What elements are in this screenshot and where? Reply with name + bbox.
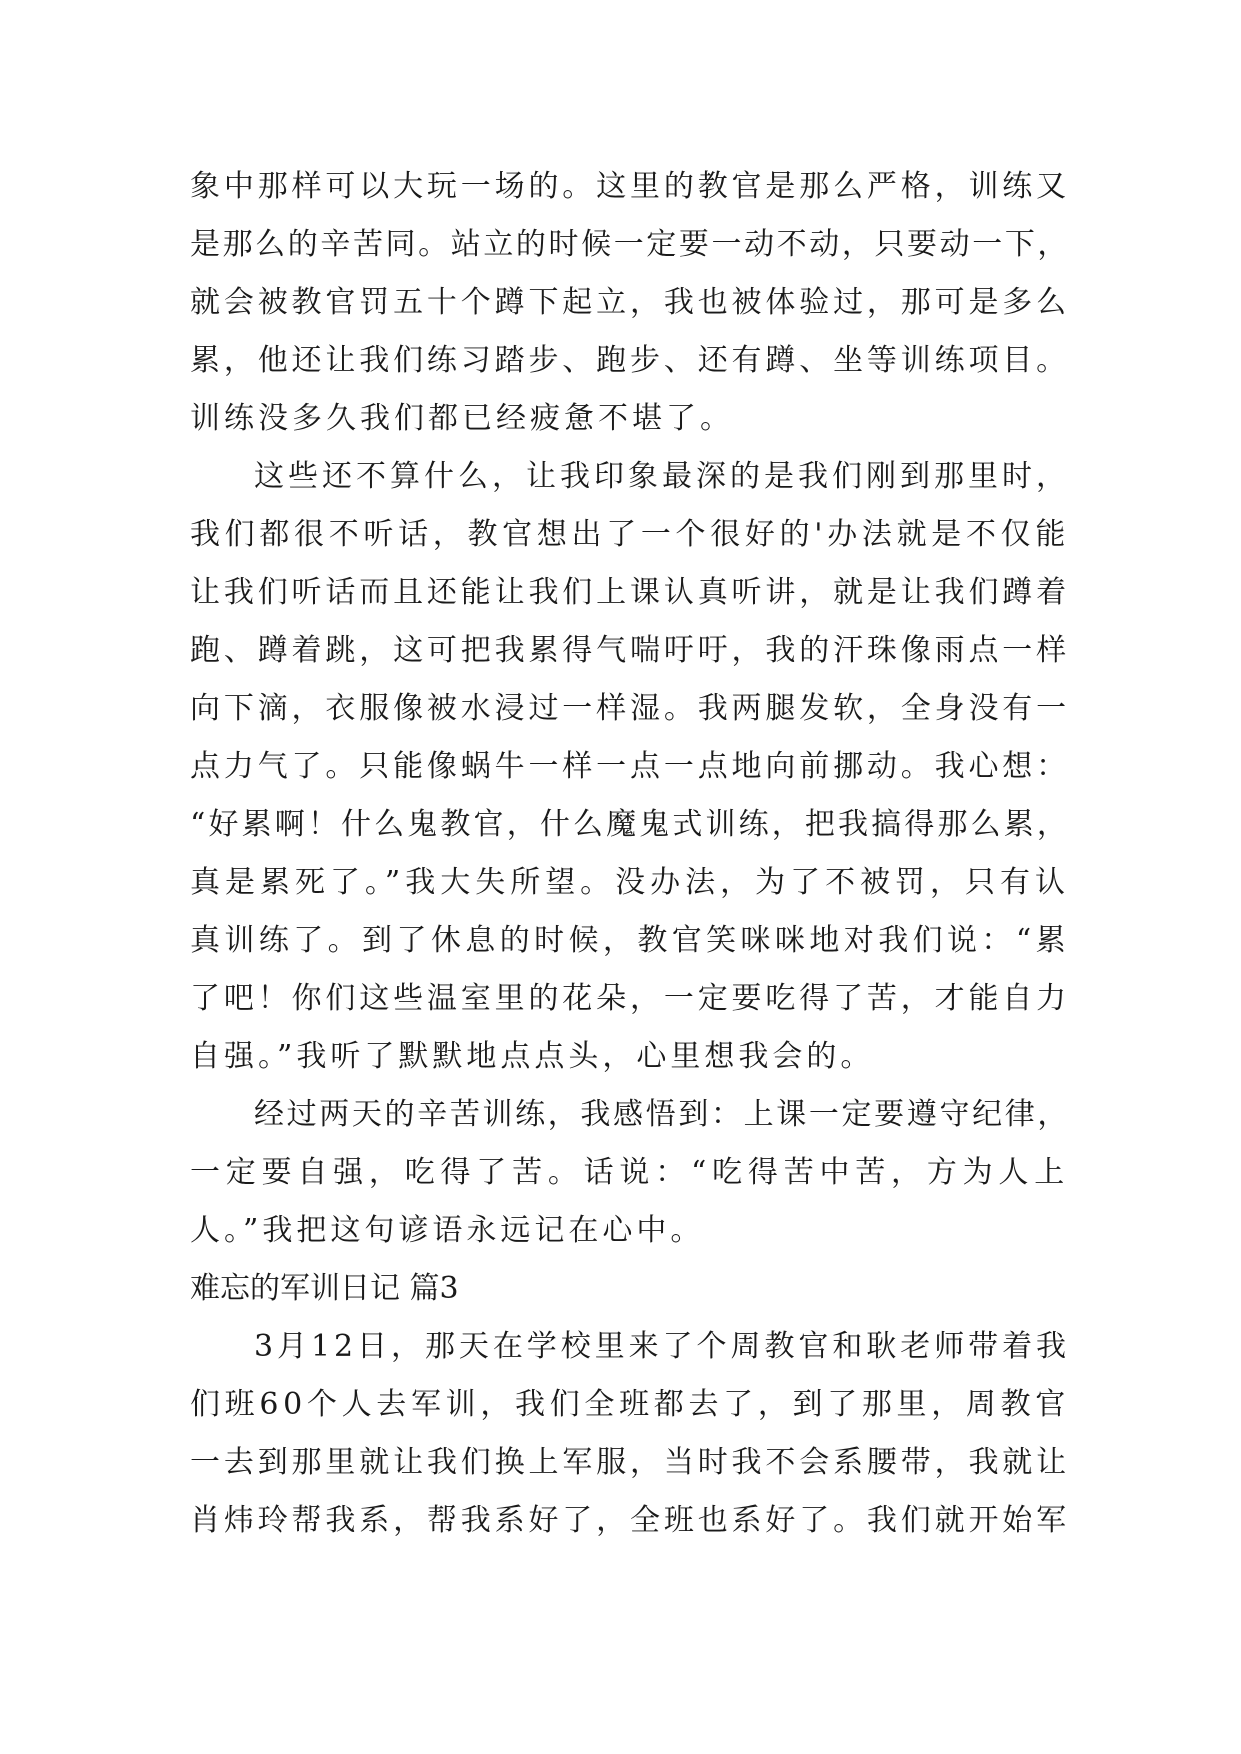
text-line: 象中那样可以大玩一场的。这里的教官是那么严格，训练又 [190, 169, 1070, 204]
text-line: 人。”我把这句谚语永远记在心中。 [190, 1213, 705, 1248]
text-line: 让我们听话而且还能让我们上课认真听讲，就是让我们蹲着 [190, 575, 1070, 610]
text-line: 这些还不算什么，让我印象最深的是我们刚到那里时， [254, 459, 1070, 494]
text-line: 点力气了。只能像蜗牛一样一点一点地向前挪动。我心想： [190, 749, 1070, 784]
text-line: 经过两天的辛苦训练，我感悟到：上课一定要遵守纪律， [254, 1097, 1070, 1132]
section-heading: 难忘的军训日记 篇3 [190, 1271, 459, 1306]
text-line: 就会被教官罚五十个蹲下起立，我也被体验过，那可是多么 [190, 285, 1070, 320]
document-body [190, 158, 1070, 1550]
text-line: 一去到那里就让我们换上军服，当时我不会系腰带，我就让 [190, 1445, 1070, 1480]
text-line: 真训练了。到了休息的时候，教官笑咪咪地对我们说：“累 [190, 923, 1070, 958]
text-line: 跑、蹲着跳，这可把我累得气喘吁吁，我的汗珠像雨点一样 [190, 633, 1070, 668]
text-line: 3月12日，那天在学校里来了个周教官和耿老师带着我 [254, 1329, 1070, 1364]
text-line: 是那么的辛苦同。站立的时候一定要一动不动，只要动一下， [190, 227, 1070, 262]
text-line: 我们都很不听话，教官想出了一个很好的'办法就是不仅能 [190, 517, 1070, 552]
text-line: 自强。”我听了默默地点点头，心里想我会的。 [190, 1039, 875, 1074]
text-line: 们班60个人去军训，我们全班都去了，到了那里，周教官 [190, 1387, 1070, 1422]
text-line: 了吧！你们这些温室里的花朵，一定要吃得了苦，才能自力 [190, 981, 1070, 1016]
text-line: 真是累死了。”我大失所望。没办法，为了不被罚，只有认 [190, 865, 1070, 900]
text-line: “好累啊！什么鬼教官，什么魔鬼式训练，把我搞得那么累， [190, 807, 1070, 842]
text-line: 训练没多久我们都已经疲惫不堪了。 [190, 401, 734, 436]
text-line: 累，他还让我们练习踏步、跑步、还有蹲、坐等训练项目。 [190, 343, 1070, 378]
text-line: 向下滴，衣服像被水浸过一样湿。我两腿发软，全身没有一 [190, 691, 1070, 726]
text-line: 一定要自强，吃得了苦。话说：“吃得苦中苦，方为人上 [190, 1155, 1070, 1190]
text-line: 肖炜玲帮我系，帮我系好了，全班也系好了。我们就开始军 [190, 1503, 1070, 1538]
